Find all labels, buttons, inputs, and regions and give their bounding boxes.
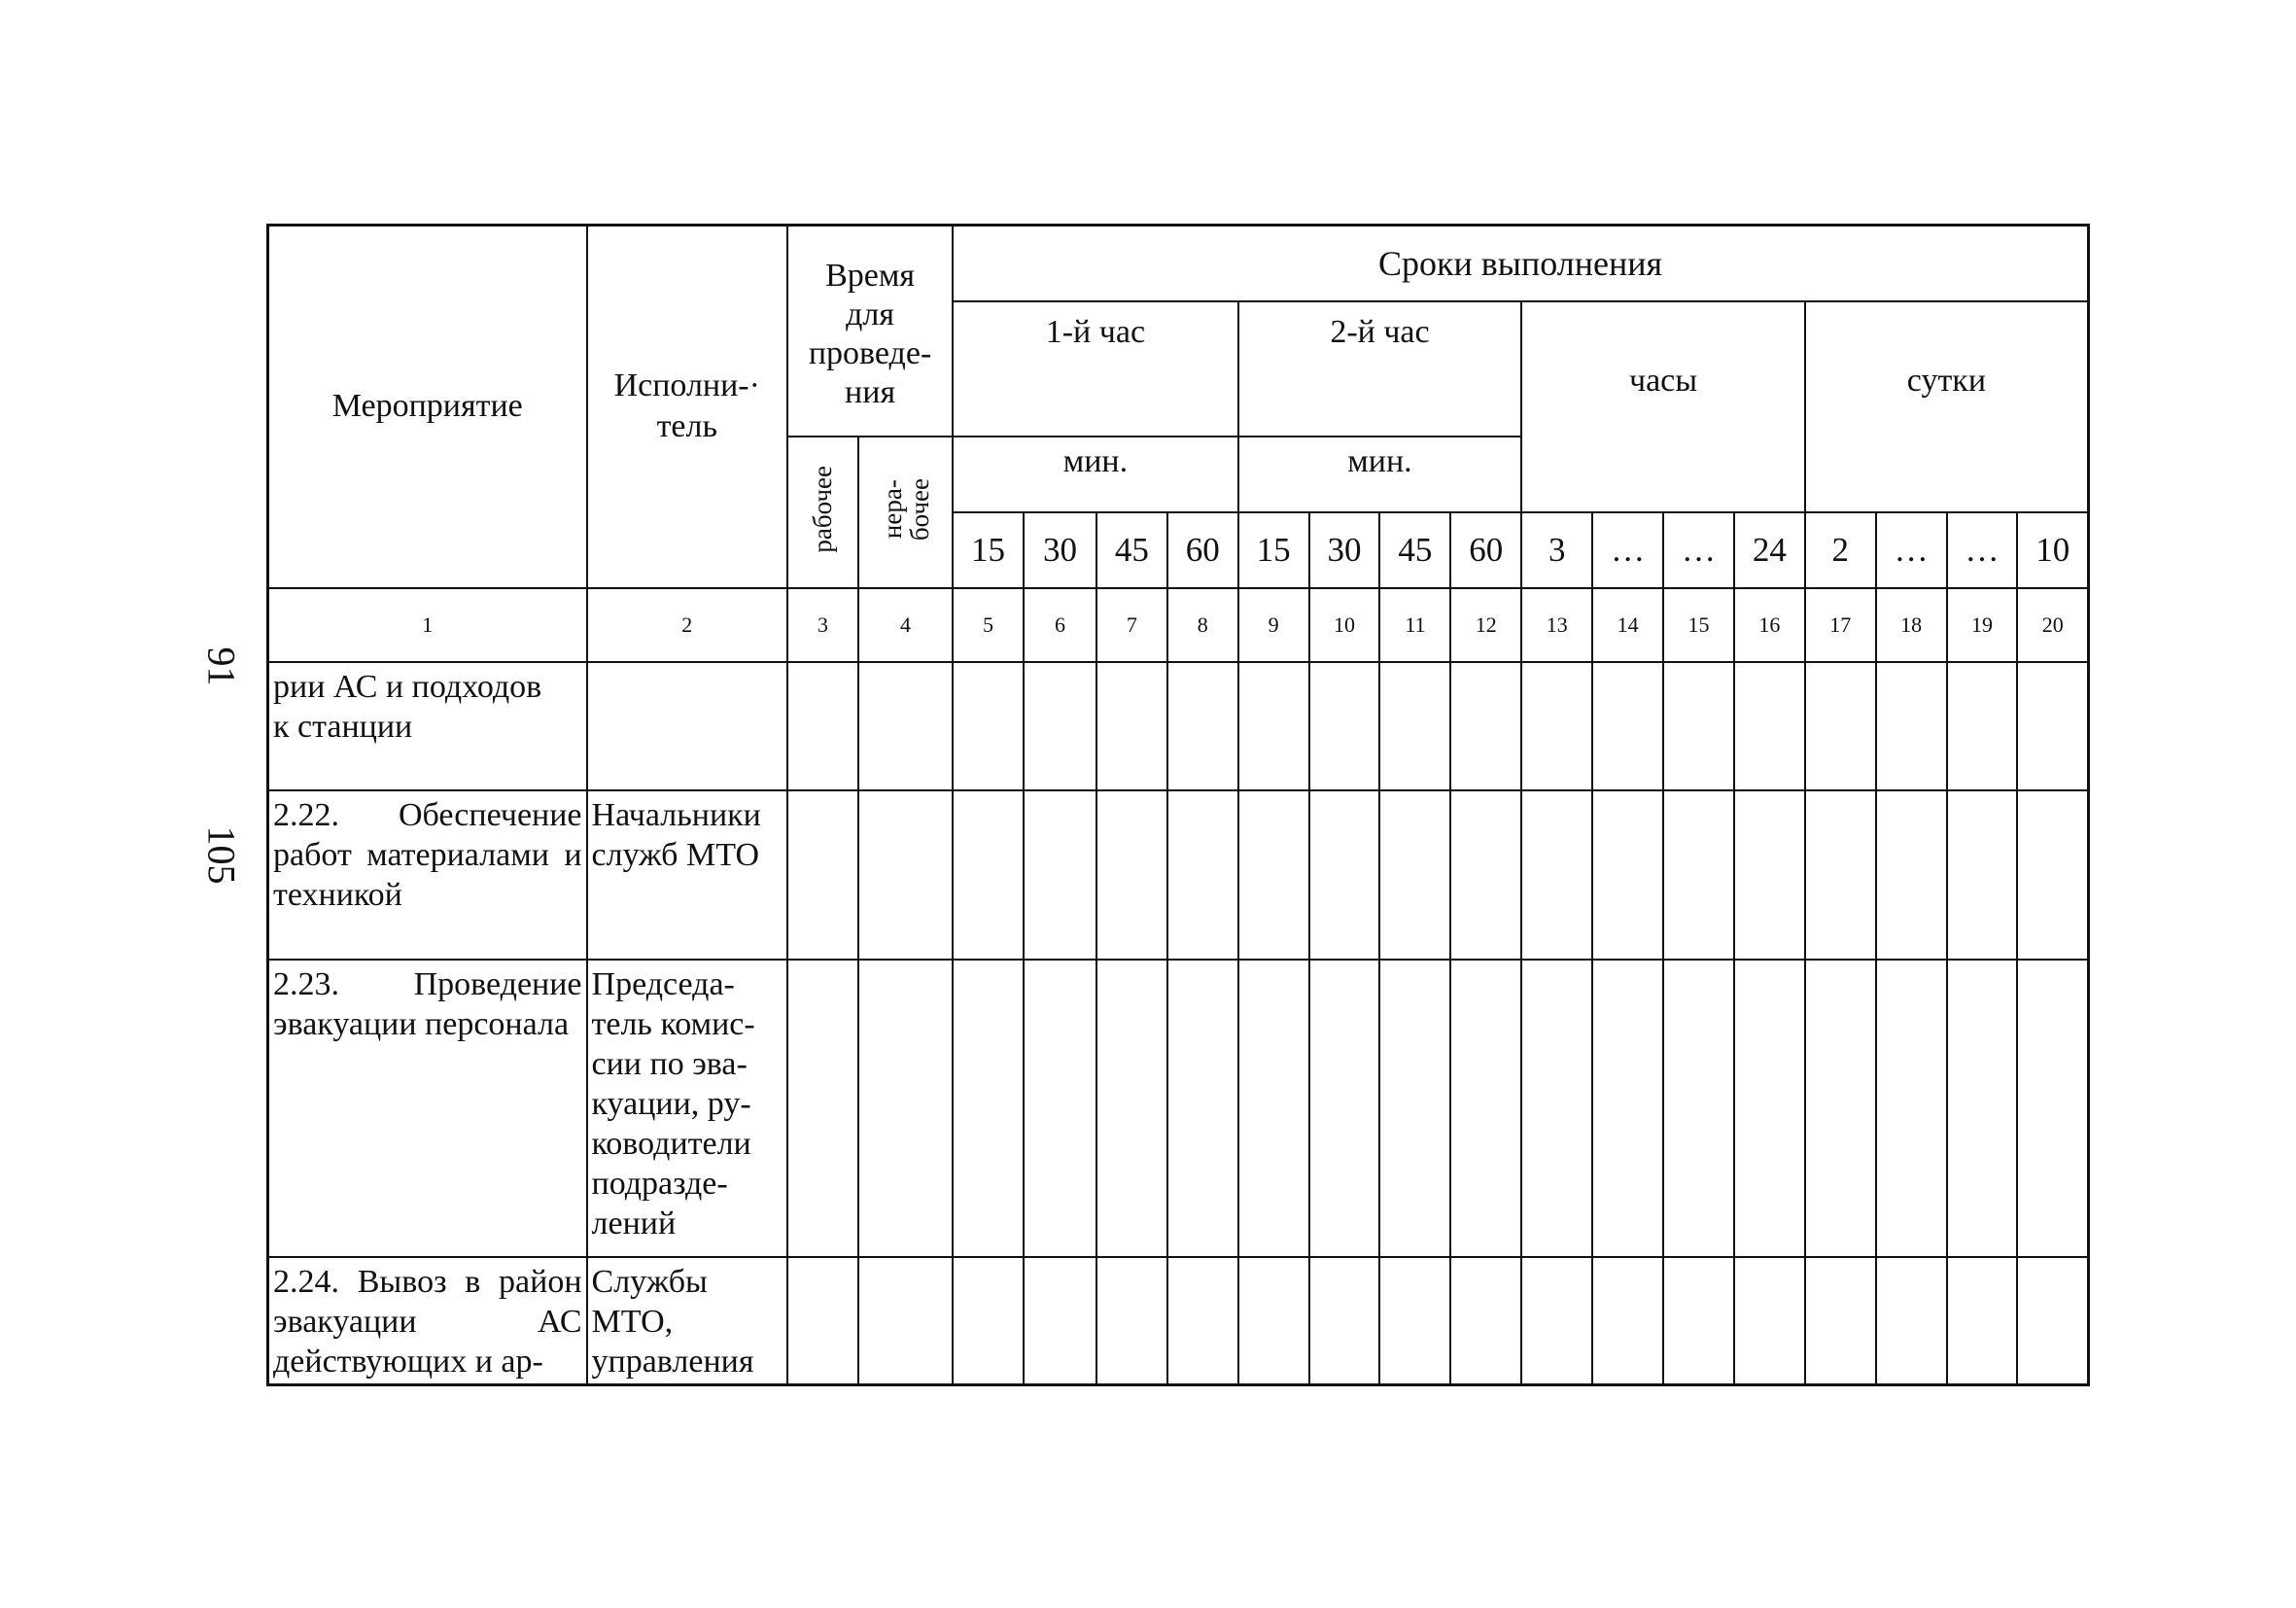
schedule-cell bbox=[1167, 1257, 1238, 1385]
column-number: 18 bbox=[1876, 588, 1947, 662]
schedule-cell bbox=[1663, 960, 1734, 1257]
schedule-cell bbox=[1450, 960, 1521, 1257]
schedule-cell bbox=[1663, 790, 1734, 960]
event-cell: 2.24. Вывоз в район эвакуации АС действующих и ар- bbox=[268, 1257, 587, 1385]
schedule-cell bbox=[1876, 1257, 1947, 1385]
schedule-cell bbox=[1734, 790, 1805, 960]
schedule-cell bbox=[1096, 662, 1167, 790]
executor-cell: Председа- тель комис- сии по эва- куации, ру- ководители подразде- лений bbox=[587, 960, 788, 1257]
schedule-table bbox=[266, 224, 2090, 1386]
schedule-cell bbox=[1805, 790, 1876, 960]
schedule-cell bbox=[1947, 960, 2018, 1257]
schedule-cell bbox=[1238, 1257, 1309, 1385]
header-row-1 bbox=[268, 226, 2089, 301]
schedule-cell bbox=[1167, 960, 1238, 1257]
column-number: 1 bbox=[268, 588, 587, 662]
schedule-cell bbox=[1167, 662, 1238, 790]
header-hour-2: 2-й час bbox=[1238, 301, 1522, 437]
schedule-cell bbox=[787, 1257, 858, 1385]
table-row bbox=[268, 790, 2089, 960]
schedule-cell bbox=[2017, 960, 2088, 1257]
column-number: 3 bbox=[787, 588, 858, 662]
schedule-cell bbox=[1379, 960, 1450, 1257]
schedule-cell bbox=[953, 1257, 1024, 1385]
schedule-cell bbox=[1947, 790, 2018, 960]
column-number: 19 bbox=[1947, 588, 2018, 662]
event-cell: 2.23. Проведение эвакуации персонала bbox=[268, 960, 587, 1257]
schedule-cell bbox=[858, 790, 953, 960]
column-number: 13 bbox=[1521, 588, 1592, 662]
schedule-cell bbox=[1024, 960, 1096, 1257]
schedule-cell bbox=[1663, 1257, 1734, 1385]
column-number: 6 bbox=[1024, 588, 1096, 662]
column-numbers-row bbox=[268, 588, 2089, 662]
schedule-cell bbox=[1521, 662, 1592, 790]
header-event: Мероприятие bbox=[268, 226, 587, 588]
schedule-cell bbox=[1450, 1257, 1521, 1385]
header-work-time: рабочее bbox=[787, 437, 858, 588]
sub-header-cell: 3 bbox=[1521, 512, 1592, 588]
sub-header-cell: 60 bbox=[1450, 512, 1521, 588]
column-number: 8 bbox=[1167, 588, 1238, 662]
schedule-cell bbox=[1096, 1257, 1167, 1385]
schedule-cell bbox=[1096, 960, 1167, 1257]
schedule-cell bbox=[787, 662, 858, 790]
schedule-cell bbox=[1521, 790, 1592, 960]
header-time-for: Время для проведе- ния bbox=[787, 226, 953, 437]
schedule-cell bbox=[1734, 1257, 1805, 1385]
header-executor: Исполни-· тель bbox=[587, 226, 788, 588]
schedule-cell bbox=[953, 790, 1024, 960]
table-row bbox=[268, 960, 2089, 1257]
schedule-cell bbox=[1805, 662, 1876, 790]
header-hours: часы bbox=[1521, 301, 1805, 512]
sub-header-cell: … bbox=[1947, 512, 2018, 588]
page-number-105: 105 bbox=[199, 825, 244, 885]
schedule-cell bbox=[1238, 790, 1309, 960]
schedule-cell bbox=[858, 1257, 953, 1385]
header-min-1: мин. bbox=[953, 437, 1238, 512]
schedule-cell bbox=[1309, 790, 1380, 960]
schedule-cell bbox=[1663, 662, 1734, 790]
event-cell: 2.22. Обеспечение работ материалами и техникой bbox=[268, 790, 587, 960]
column-number: 15 bbox=[1663, 588, 1734, 662]
schedule-cell bbox=[1592, 790, 1663, 960]
header-nonwork-time: нера- бочее bbox=[858, 437, 953, 588]
sub-header-cell: … bbox=[1592, 512, 1663, 588]
schedule-cell bbox=[1024, 790, 1096, 960]
column-number: 10 bbox=[1309, 588, 1380, 662]
sub-header-cell: … bbox=[1663, 512, 1734, 588]
header-min-2: мин. bbox=[1238, 437, 1522, 512]
schedule-cell bbox=[1805, 960, 1876, 1257]
schedule-cell bbox=[2017, 790, 2088, 960]
column-number: 9 bbox=[1238, 588, 1309, 662]
schedule-cell bbox=[858, 662, 953, 790]
sub-header-cell: 60 bbox=[1167, 512, 1238, 588]
executor-cell: Службы МТО, управления bbox=[587, 1257, 788, 1385]
column-number: 16 bbox=[1734, 588, 1805, 662]
schedule-cell bbox=[1024, 1257, 1096, 1385]
schedule-cell bbox=[1947, 1257, 2018, 1385]
column-number: 11 bbox=[1379, 588, 1450, 662]
schedule-cell bbox=[1450, 790, 1521, 960]
sub-header-cell: 45 bbox=[1096, 512, 1167, 588]
schedule-cell bbox=[953, 960, 1024, 1257]
event-cell: рии АС и подходов к станции bbox=[268, 662, 587, 790]
schedule-cell bbox=[1947, 662, 2018, 790]
schedule-cell bbox=[1309, 1257, 1380, 1385]
schedule-cell bbox=[1734, 960, 1805, 1257]
schedule-cell bbox=[1309, 960, 1380, 1257]
schedule-cell bbox=[953, 662, 1024, 790]
column-number: 20 bbox=[2017, 588, 2088, 662]
executor-cell: Начальники служб МТО bbox=[587, 790, 788, 960]
schedule-cell bbox=[1592, 1257, 1663, 1385]
page-number-91: 91 bbox=[199, 647, 244, 686]
sub-header-cell: 45 bbox=[1379, 512, 1450, 588]
executor-cell bbox=[587, 662, 788, 790]
sub-header-cell: 15 bbox=[1238, 512, 1309, 588]
sub-header-cell: 30 bbox=[1309, 512, 1380, 588]
sub-header-cell: 15 bbox=[953, 512, 1024, 588]
column-number: 4 bbox=[858, 588, 953, 662]
column-number: 7 bbox=[1096, 588, 1167, 662]
sub-header-cell: 30 bbox=[1024, 512, 1096, 588]
schedule-cell bbox=[1876, 960, 1947, 1257]
sub-header-cell: 10 bbox=[2017, 512, 2088, 588]
schedule-cell bbox=[1379, 662, 1450, 790]
schedule-cell bbox=[1592, 960, 1663, 1257]
schedule-cell bbox=[1592, 662, 1663, 790]
schedule-cell bbox=[787, 790, 858, 960]
column-number: 5 bbox=[953, 588, 1024, 662]
schedule-cell bbox=[1521, 960, 1592, 1257]
schedule-cell bbox=[2017, 1257, 2088, 1385]
header-days: сутки bbox=[1805, 301, 2089, 512]
schedule-cell bbox=[1379, 790, 1450, 960]
sub-header-cell: 2 bbox=[1805, 512, 1876, 588]
schedule-cell bbox=[1379, 1257, 1450, 1385]
schedule-cell bbox=[1309, 662, 1380, 790]
table-row bbox=[268, 662, 2089, 790]
schedule-cell bbox=[1024, 662, 1096, 790]
column-number: 12 bbox=[1450, 588, 1521, 662]
schedule-cell bbox=[1167, 790, 1238, 960]
column-number: 14 bbox=[1592, 588, 1663, 662]
schedule-cell bbox=[1238, 960, 1309, 1257]
column-number: 17 bbox=[1805, 588, 1876, 662]
schedule-cell bbox=[1805, 1257, 1876, 1385]
schedule-cell bbox=[1521, 1257, 1592, 1385]
schedule-cell bbox=[1876, 790, 1947, 960]
schedule-cell bbox=[1238, 662, 1309, 790]
schedule-cell bbox=[1450, 662, 1521, 790]
header-deadlines: Сроки выполнения bbox=[953, 226, 2088, 301]
header-hour-1: 1-й час bbox=[953, 301, 1238, 437]
sub-header-cell: … bbox=[1876, 512, 1947, 588]
schedule-cell bbox=[1734, 662, 1805, 790]
schedule-cell bbox=[858, 960, 953, 1257]
schedule-cell bbox=[2017, 662, 2088, 790]
column-number: 2 bbox=[587, 588, 788, 662]
sub-header-cell: 24 bbox=[1734, 512, 1805, 588]
schedule-cell bbox=[1096, 790, 1167, 960]
schedule-cell bbox=[787, 960, 858, 1257]
schedule-cell bbox=[1876, 662, 1947, 790]
table-row bbox=[268, 1257, 2089, 1385]
